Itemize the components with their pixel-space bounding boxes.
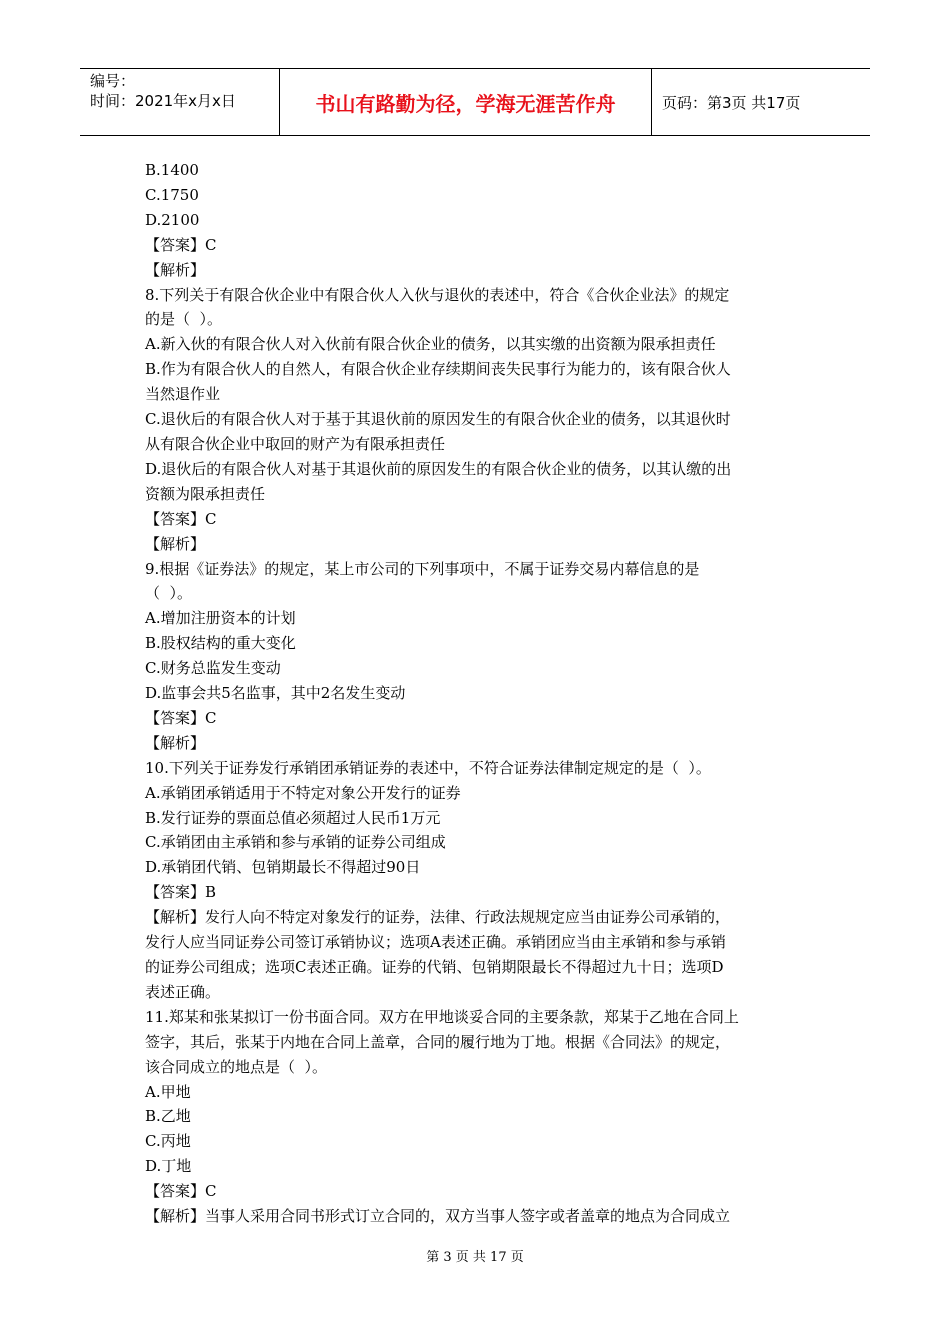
document-time-label: 时间：2021年x月x日 <box>90 92 236 110</box>
text-line: 当然退作业 <box>145 385 221 404</box>
document-body <box>145 158 815 1229</box>
text-line: C.退伙后的有限合伙人对于基于其退伙前的原因发生的有限合伙企业的债务，以其退伙时 <box>145 410 731 429</box>
text-line: 【答案】C <box>145 509 217 528</box>
text-line: B.乙地 <box>145 1107 191 1126</box>
text-line: B.作为有限合伙人的自然人，有限合伙企业存续期间丧失民事行为能力的，该有限合伙人 <box>145 360 731 379</box>
text-line: C.财务总监发生变动 <box>145 659 281 678</box>
text-line: 【答案】C <box>145 1182 217 1201</box>
text-line: 资额为限承担责任 <box>145 484 266 503</box>
header-meta <box>80 69 280 135</box>
text-line: （ ）。 <box>145 584 193 603</box>
text-line: A.增加注册资本的计划 <box>145 609 296 628</box>
text-line: 的是（ ）。 <box>145 310 223 329</box>
text-line: 8.下列关于有限合伙企业中有限合伙人入伙与退伙的表述中，符合《合伙企业法》的规定 <box>145 285 730 304</box>
text-line: 【解析】 <box>145 733 206 752</box>
text-line: D.监事会共5名监事，其中2名发生变动 <box>145 684 406 703</box>
text-line: 表述正确。 <box>145 982 221 1001</box>
text-line: C.丙地 <box>145 1132 191 1151</box>
text-line: 从有限合伙企业中取回的财产为有限承担责任 <box>145 434 446 453</box>
text-line: 签字，其后，张某于内地在合同上盖章，合同的履行地为丁地。根据《合同法》的规定， <box>145 1032 731 1051</box>
text-line: 【答案】C <box>145 235 217 254</box>
text-line: 的证券公司组成；选项C表述正确。证券的代销、包销期限最长不得超过九十日；选项D <box>145 958 724 976</box>
text-line: C.1750 <box>145 185 199 204</box>
text-line: 10.下列关于证券发行承销团承销证券的表述中，不符合证券法律制定规定的是（ ）。 <box>145 758 711 777</box>
text-line: A.承销团承销适用于不特定对象公开发行的证券 <box>145 783 461 802</box>
text-line: B.1400 <box>145 161 199 179</box>
text-line: 【答案】B <box>145 883 217 902</box>
text-line: 【解析】当事人采用合同书形式订立合同的，双方当事人签字或者盖章的地点为合同成立 <box>145 1207 731 1226</box>
text-line: 9.根据《证券法》的规定，某上市公司的下列事项中，不属于证券交易内幕信息的是 <box>145 559 700 578</box>
text-line: 【解析】 <box>145 260 206 279</box>
header-motto: 书山有路勤为径，学海无涯苦作舟 <box>280 69 652 135</box>
text-line: A.新入伙的有限合伙人对入伙前有限合伙企业的债务，以其实缴的出资额为限承担责任 <box>145 335 716 354</box>
page-header <box>80 68 870 136</box>
text-line: C.承销团由主承销和参与承销的证券公司组成 <box>145 833 446 852</box>
text-line: D.丁地 <box>145 1157 192 1176</box>
page-footer: 第 3 页 共 17 页 <box>426 1250 524 1265</box>
text-line: 【解析】发行人向不特定对象发行的证券，法律、行政法规规定应当由证券公司承销的， <box>145 908 731 927</box>
header-page-info: 页码：第3页 共17页 <box>662 93 801 112</box>
text-line: D.退伙后的有限合伙人对基于其退伙前的原因发生的有限合伙企业的债务，以其认缴的出 <box>145 459 732 478</box>
document-number-label: 编号： <box>90 72 136 90</box>
text-line: 该合同成立的地点是（ ）。 <box>145 1057 328 1076</box>
text-line: A.甲地 <box>145 1082 191 1101</box>
text-line: B.股权结构的重大变化 <box>145 634 296 653</box>
text-line: 11.郑某和张某拟订一份书面合同。双方在甲地谈妥合同的主要条款，郑某于乙地在合同上 <box>145 1007 739 1026</box>
text-line: 【答案】C <box>145 708 217 727</box>
text-line: 【解析】 <box>145 534 206 553</box>
text-line: D.2100 <box>145 210 200 229</box>
text-line: B.发行证券的票面总值必须超过人民币1万元 <box>145 808 441 827</box>
text-line: D.承销团代销、包销期最长不得超过90日 <box>145 858 421 877</box>
text-line: 发行人应当同证券公司签订承销协议；选项A表述正确。承销团应当由主承销和参与承销 <box>145 933 726 952</box>
